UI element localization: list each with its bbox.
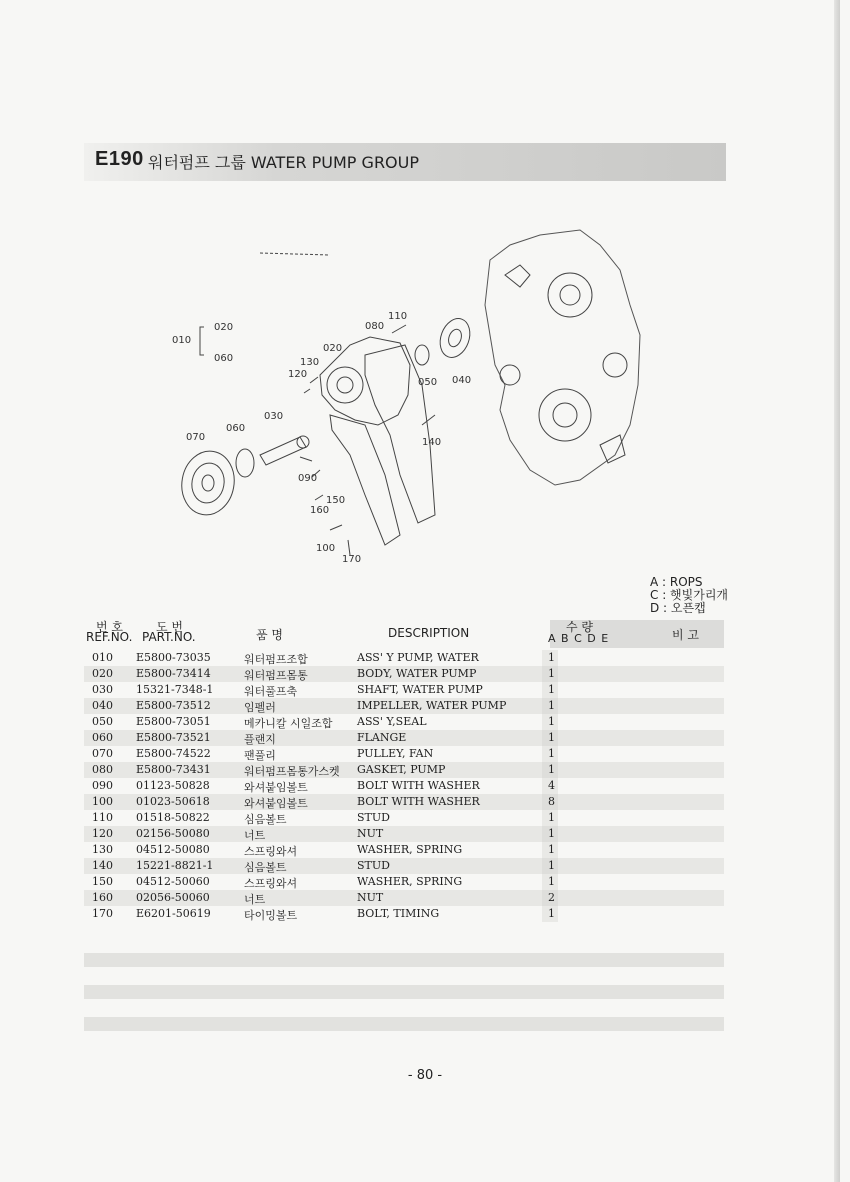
- quantity-cell: 1: [548, 811, 555, 824]
- callout-label: 080: [365, 321, 385, 332]
- ref-no-cell: 170: [92, 907, 113, 920]
- description-cell: GASKET, PUMP: [357, 763, 446, 776]
- table-row: [84, 842, 724, 858]
- ref-no-cell: 120: [92, 827, 113, 840]
- part-no-cell: E5800-73431: [136, 763, 211, 776]
- callout-label: 120: [288, 369, 308, 380]
- callout-label: 160: [310, 505, 330, 516]
- table-row: [84, 714, 724, 730]
- section-code: E190: [95, 148, 144, 170]
- table-row: [84, 874, 724, 890]
- korean-name-cell: 스프링와셔: [244, 845, 298, 858]
- page-number: - 80 -: [407, 1068, 443, 1083]
- description-cell: NUT: [357, 827, 384, 840]
- korean-name-cell: 플랜지: [244, 733, 276, 746]
- table-row: [84, 810, 724, 826]
- ref-no-cell: 020: [92, 667, 113, 680]
- empty-row-band: [84, 985, 724, 999]
- callout-label: 010: [172, 335, 192, 346]
- description-cell: PULLEY, FAN: [357, 747, 434, 760]
- table-row: [84, 666, 724, 682]
- ref-no-cell: 110: [92, 811, 113, 824]
- exploded-parts-diagram: [160, 215, 680, 575]
- ref-no-cell: 060: [92, 731, 113, 744]
- part-no-cell: E5800-73035: [136, 651, 211, 664]
- legend: [650, 576, 728, 615]
- part-no-cell: 01123-50828: [136, 779, 210, 792]
- ref-no-cell: 140: [92, 859, 113, 872]
- part-no-cell: E5800-73512: [136, 699, 211, 712]
- ref-no-cell: 070: [92, 747, 113, 760]
- korean-name-cell: 임펠러: [244, 701, 276, 714]
- header-description: DESCRIPTION: [388, 626, 470, 640]
- table-row: [84, 698, 724, 714]
- quantity-cell: 1: [548, 715, 555, 728]
- part-no-cell: 15221-8821-1: [136, 859, 214, 872]
- table-row: [84, 778, 724, 794]
- header-qty-cols: A B C D E: [548, 632, 610, 645]
- part-no-cell: 04512-50060: [136, 875, 210, 888]
- part-no-cell: E5800-73414: [136, 667, 211, 680]
- table-row: [84, 826, 724, 842]
- description-cell: STUD: [357, 859, 390, 872]
- ref-no-cell: 030: [92, 683, 113, 696]
- ref-no-cell: 090: [92, 779, 113, 792]
- table-row: [84, 906, 724, 922]
- parts-table-body: [84, 650, 724, 922]
- callout-label: 150: [326, 495, 346, 506]
- part-no-cell: E6201-50619: [136, 907, 211, 920]
- legend-item-d: D : 오픈캡: [650, 601, 706, 615]
- description-cell: FLANGE: [357, 731, 407, 744]
- callout-label: 060: [226, 423, 246, 434]
- quantity-cell: 2: [548, 891, 555, 904]
- quantity-cell: 1: [548, 843, 555, 856]
- description-cell: ASS' Y,SEAL: [357, 715, 427, 728]
- header-part-en: PART.NO.: [142, 630, 196, 644]
- legend-item-a: A : ROPS: [650, 575, 703, 589]
- section-title: 워터펌프 그룹 WATER PUMP GROUP: [148, 153, 420, 172]
- ref-no-cell: 100: [92, 795, 113, 808]
- quantity-cell: 1: [548, 731, 555, 744]
- quantity-cell: 1: [548, 763, 555, 776]
- callout-label: 030: [264, 411, 284, 422]
- ref-no-cell: 050: [92, 715, 113, 728]
- ref-no-cell: 150: [92, 875, 113, 888]
- legend-item-c: C : 햇빛가리개: [650, 588, 729, 602]
- korean-name-cell: 스프링와셔: [244, 877, 298, 890]
- table-row: [84, 890, 724, 906]
- description-cell: BODY, WATER PUMP: [357, 667, 477, 680]
- quantity-cell: 8: [548, 795, 555, 808]
- part-no-cell: 02156-50080: [136, 827, 210, 840]
- table-row: [84, 762, 724, 778]
- callout-label: 040: [452, 375, 472, 386]
- description-cell: BOLT WITH WASHER: [357, 795, 480, 808]
- korean-name-cell: 워터풀프축: [244, 685, 298, 698]
- korean-name-cell: 심음볼트: [244, 813, 287, 826]
- quantity-cell: 4: [548, 779, 555, 792]
- korean-name-cell: 메카니칼 시일조합: [244, 717, 333, 730]
- ref-no-cell: 130: [92, 843, 113, 856]
- part-no-cell: E5800-74522: [136, 747, 211, 760]
- quantity-cell: 1: [548, 875, 555, 888]
- ref-no-cell: 010: [92, 651, 113, 664]
- part-no-cell: 15321-7348-1: [136, 683, 214, 696]
- quantity-cell: 1: [548, 907, 555, 920]
- korean-name-cell: 워터펌프몸통가스켓: [244, 765, 340, 778]
- callout-label: 070: [186, 432, 206, 443]
- quantity-cell: 1: [548, 747, 555, 760]
- part-no-cell: E5800-73521: [136, 731, 211, 744]
- page-edge-shadow: [834, 0, 840, 1182]
- description-cell: SHAFT, WATER PUMP: [357, 683, 483, 696]
- table-row: [84, 858, 724, 874]
- korean-name-cell: 와셔붙임볼트: [244, 797, 308, 810]
- korean-name-cell: 타이밍볼트: [244, 909, 298, 922]
- quantity-cell: 1: [548, 651, 555, 664]
- description-cell: BOLT WITH WASHER: [357, 779, 480, 792]
- header-qty-ko: 수 량: [566, 620, 593, 634]
- callout-label: 110: [388, 311, 408, 322]
- part-no-cell: 01023-50618: [136, 795, 210, 808]
- part-no-cell: 04512-50080: [136, 843, 210, 856]
- description-cell: STUD: [357, 811, 390, 824]
- korean-name-cell: 워터펌프조합: [244, 653, 308, 666]
- table-row: [84, 650, 724, 666]
- quantity-cell: 1: [548, 699, 555, 712]
- callout-label: 090: [298, 473, 318, 484]
- description-cell: BOLT, TIMING: [357, 907, 440, 920]
- quantity-cell: 1: [548, 683, 555, 696]
- callout-label: 020: [214, 322, 234, 333]
- quantity-cell: 1: [548, 827, 555, 840]
- header-name-ko: 품 명: [256, 628, 283, 642]
- ref-no-cell: 160: [92, 891, 113, 904]
- quantity-cell: 1: [548, 667, 555, 680]
- table-row: [84, 682, 724, 698]
- description-cell: WASHER, SPRING: [357, 875, 463, 888]
- parts-table-header: [84, 618, 724, 650]
- callout-label: 140: [422, 437, 442, 448]
- callout-label: 100: [316, 543, 336, 554]
- description-cell: ASS' Y PUMP, WATER: [357, 651, 479, 664]
- callout-label: 050: [418, 377, 438, 388]
- callout-label: 130: [300, 357, 320, 368]
- header-ref-en: REF.NO.: [86, 630, 133, 644]
- empty-row-band: [84, 1017, 724, 1031]
- korean-name-cell: 팬풀리: [244, 749, 276, 762]
- callout-label: 170: [342, 554, 362, 565]
- table-row: [84, 746, 724, 762]
- korean-name-cell: 와셔붙임볼트: [244, 781, 308, 794]
- korean-name-cell: 너트: [244, 829, 266, 842]
- diagram-callouts: [172, 311, 471, 565]
- part-no-cell: E5800-73051: [136, 715, 211, 728]
- header-remarks: 비 고: [672, 628, 699, 642]
- part-no-cell: 02056-50060: [136, 891, 210, 904]
- callout-label: 020: [323, 343, 343, 354]
- part-no-cell: 01518-50822: [136, 811, 210, 824]
- quantity-cell: 1: [548, 859, 555, 872]
- description-cell: NUT: [357, 891, 384, 904]
- header-ref-ko: 번 호: [96, 620, 123, 634]
- ref-no-cell: 040: [92, 699, 113, 712]
- ref-no-cell: 080: [92, 763, 113, 776]
- korean-name-cell: 너트: [244, 893, 266, 906]
- korean-name-cell: 워터펌프몸통: [244, 669, 308, 682]
- table-row: [84, 794, 724, 810]
- empty-row-band: [84, 953, 724, 967]
- korean-name-cell: 심음볼트: [244, 861, 287, 874]
- callout-label: 060: [214, 353, 234, 364]
- table-row: [84, 730, 724, 746]
- header-part-ko: 도 번: [156, 620, 183, 634]
- description-cell: WASHER, SPRING: [357, 843, 463, 856]
- description-cell: IMPELLER, WATER PUMP: [357, 699, 507, 712]
